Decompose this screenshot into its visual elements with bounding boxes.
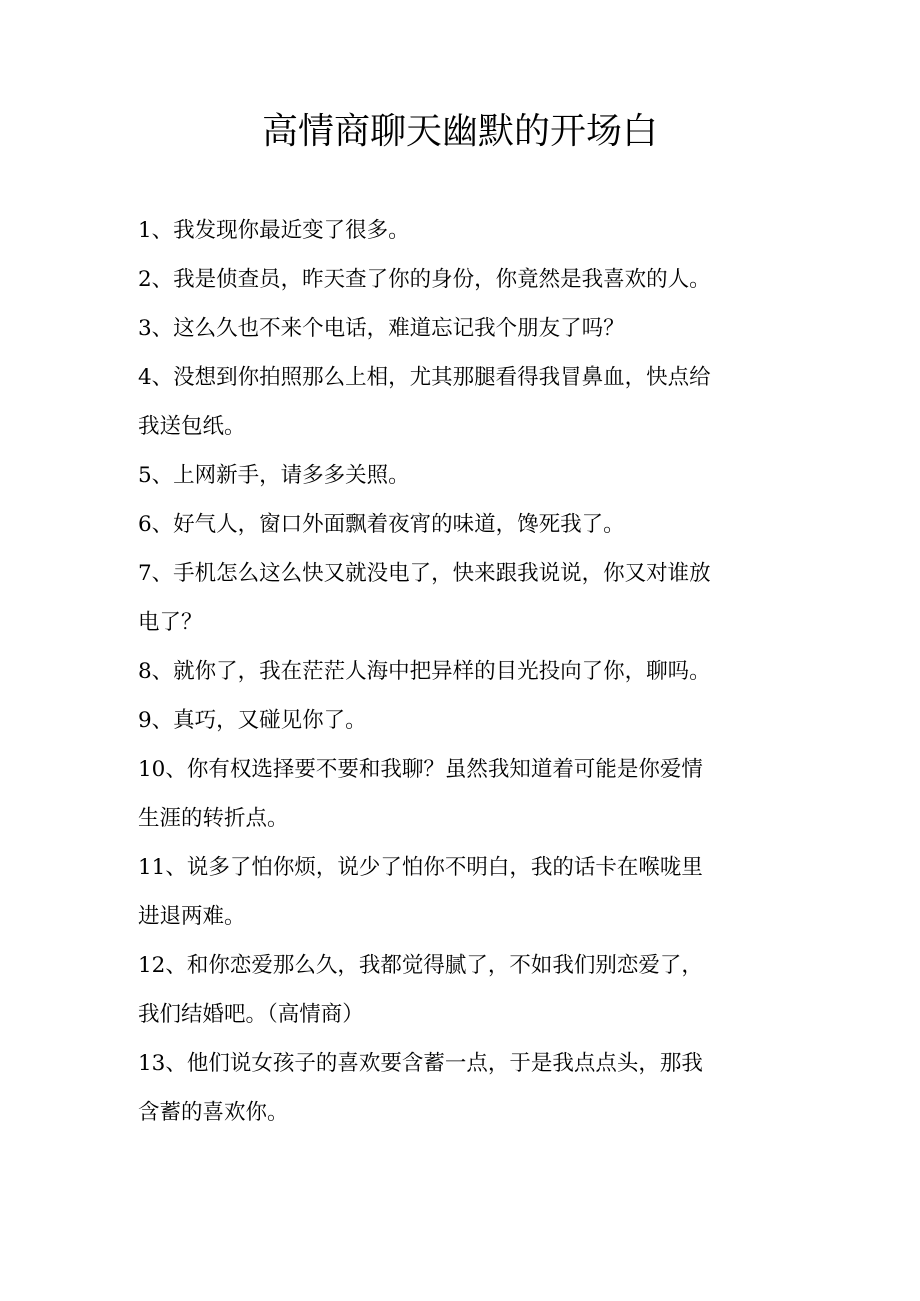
list-item xyxy=(138,353,803,451)
list-item-line: 7、手机怎么这么快又就没电了，快来跟我说说，你又对谁放 xyxy=(138,561,711,586)
list-item xyxy=(138,304,803,353)
list-item xyxy=(138,843,803,941)
list-item xyxy=(138,745,803,843)
list-item-line: 我们结婚吧。（高情商） xyxy=(138,1002,364,1027)
list-item-line: 6、好气人，窗口外面飘着夜宵的味道，馋死我了。 xyxy=(138,512,625,537)
document-title: 高情商聊天幽默的开场白 xyxy=(261,111,658,152)
list-item xyxy=(138,1039,803,1137)
list-item-line: 10、你有权选择要不要和我聊？虽然我知道着可能是你爱情 xyxy=(138,757,703,782)
list-item-line: 5、上网新手，请多多关照。 xyxy=(138,463,410,488)
list-item-line: 9、真巧，又碰见你了。 xyxy=(138,708,367,733)
list-item xyxy=(138,451,803,500)
list-item-line: 电了？ xyxy=(138,610,203,635)
list-item xyxy=(138,941,803,1039)
list-item xyxy=(138,500,803,549)
list-item-line: 1、我发现你最近变了很多。 xyxy=(138,218,410,243)
list-item-line: 11、说多了怕你烦，说少了怕你不明白，我的话卡在喉咙里 xyxy=(138,855,703,880)
list-item-line: 我送包纸。 xyxy=(138,414,246,439)
list-item-line: 含蓄的喜欢你。 xyxy=(138,1100,289,1125)
list-item-line: 进退两难。 xyxy=(138,904,246,929)
list-item-line: 3、这么久也不来个电话，难道忘记我个朋友了吗？ xyxy=(138,316,625,341)
list-item xyxy=(138,696,803,745)
list-item-line: 12、和你恋爱那么久，我都觉得腻了，不如我们别恋爱了， xyxy=(138,953,703,978)
list-item xyxy=(138,647,803,696)
opening-lines-list xyxy=(138,206,803,1137)
list-item-line: 13、他们说女孩子的喜欢要含蓄一点，于是我点点头，那我 xyxy=(138,1051,703,1076)
list-item xyxy=(138,206,803,255)
list-item xyxy=(138,549,803,647)
list-item-line: 4、没想到你拍照那么上相，尤其那腿看得我冒鼻血，快点给 xyxy=(138,365,711,390)
list-item-line: 2、我是侦查员，昨天查了你的身份，你竟然是我喜欢的人。 xyxy=(138,267,711,292)
list-item-line: 生涯的转折点。 xyxy=(138,806,289,831)
list-item xyxy=(138,255,803,304)
list-item-line: 8、就你了，我在茫茫人海中把异样的目光投向了你，聊吗。 xyxy=(138,659,711,684)
